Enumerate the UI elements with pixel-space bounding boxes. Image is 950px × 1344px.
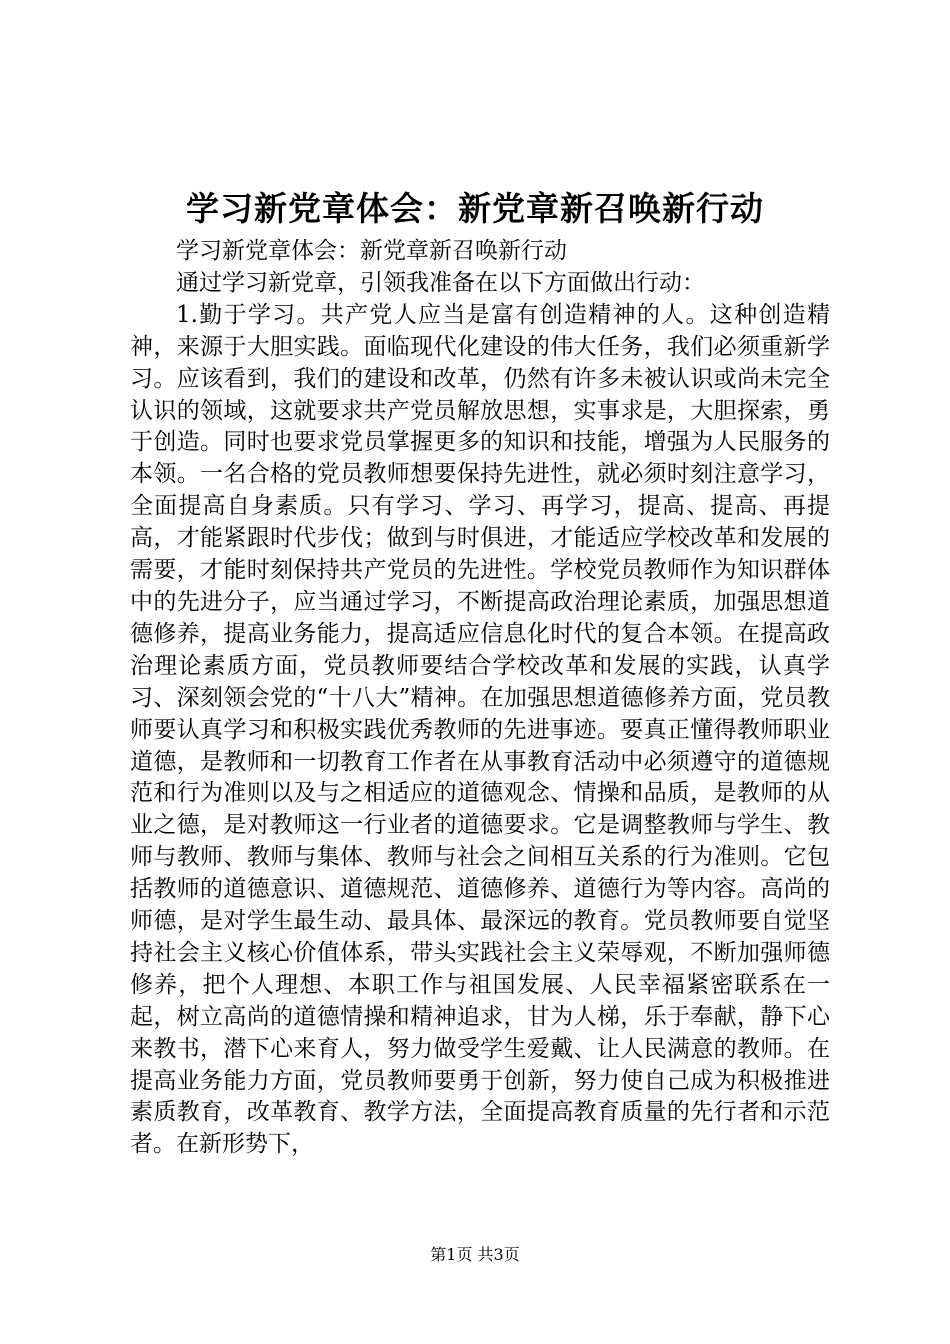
body-paragraph: 1.勤于学习。共产党人应当是富有创造精神的人。这种创造精神，来源于大胆实践。面临现代化建设的伟大任务，我们必须重新学习。应该看到，我们的建设和改革，仍然有许多未被认识或尚未完全认识的领域，这就要求共产党员解放思想，实事求是，大胆探索，勇于创造。同时也要求党员掌握更多的知识和技能，增强为人民服务的本领。一名合格的党员教师想要保持先进性，就必须时刻注意学习，全面提高自身素质。只有学习、学习、再学习，提高、提高、再提高，才能紧跟时代步伐；做到与时俱进，才能适应学校改革和发展的需要，才能时刻保持共产党员的先进性。学校党员教师作为知识群体中的先进分子，应当通过学习，不断提高政治理论素质，加强思想道德修养，提高业务能力，提高适应信息化时代的复合本领。在提高政治理论素质方面，党员教师要结合学校改革和发展的实践，认真学习、深刻领会党的“十八大”精神。在加强思想道德修养方面，党员教师要认真学习和积极实践优秀教师的先进事迹。要真正懂得教师职业道德，是教师和一切教育工作者在从事教育活动中必须遵守的道德规范和行为准则以及与之相适应的道德观念、情操和品质，是教师的从业之德，是对教师这一行业者的道德要求。它是调整教师与学生、教师与教师、教师与集体、教师与社会之间相互关系的行为准则。它包括教师的道德意识、道德规范、道德修养、道德行为等内容。高尚的师德，是对学生最生动、最具体、最深远的教育。党员教师要自觉坚持社会主义核心价值体系，带头实践社会主义荣辱观，不断加强师德修养，把个人理想、本职工作与祖国发展、人民幸福紧密联系在一起，树立高尚的道德情操和精神追求，甘为人梯，乐于奉献，静下心来教书，潜下心来育人，努力做受学生爱戴、让人民满意的教师。在提高业务能力方面，党员教师要勇于创新，努力使自己成为积极推进素质教育，改革教育、教学方法，全面提高教育质量的先行者和示范者。在新形势下， <box>130 301 830 1158</box>
subtitle-paragraph: 学习新党章体会：新党章新召唤新行动 <box>176 238 567 264</box>
document-title: 学习新党章体会：新党章新召唤新行动 <box>186 189 764 228</box>
page-footer: 第1页 共3页 <box>430 1245 520 1264</box>
intro-paragraph: 通过学习新党章，引领我准备在以下方面做出行动： <box>176 269 705 296</box>
document-body <box>130 236 830 1161</box>
